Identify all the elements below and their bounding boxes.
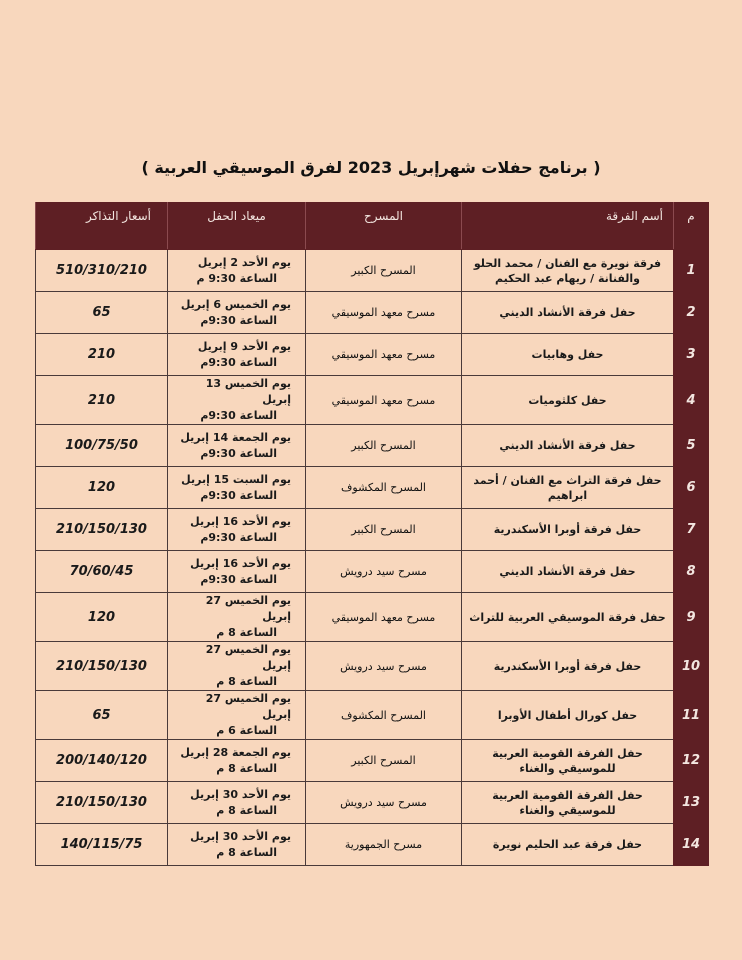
band-name: حفل الفرقة القومية العربية للموسيقي والغناء: [462, 740, 674, 782]
ticket-prices: 120: [36, 467, 168, 509]
table-body: [36, 250, 709, 866]
concert-day: يوم الجمعة 28 إبريل: [180, 745, 291, 759]
concert-time: الساعة 8 م: [216, 845, 277, 859]
row-number: 10: [674, 642, 709, 691]
concert-time: الساعة 8 م: [216, 761, 277, 775]
row-number: 12: [674, 740, 709, 782]
concert-date: [168, 782, 306, 824]
header-band: أسم الفرقة: [462, 203, 674, 250]
venue-name: المسرح الكبير: [306, 425, 462, 467]
concert-time: الساعة 9:30م: [200, 446, 277, 460]
concert-date: [168, 467, 306, 509]
band-name: حفل فرقة الأنشاد الديني: [462, 292, 674, 334]
ticket-prices: 200/140/120: [36, 740, 168, 782]
venue-name: مسرح معهد الموسيقي: [306, 376, 462, 425]
table-row: [36, 250, 709, 292]
venue-name: مسرح معهد الموسيقي: [306, 593, 462, 642]
band-name: حفل فرقة الموسيقي العربية للتراث: [462, 593, 674, 642]
row-number: 7: [674, 509, 709, 551]
venue-name: مسرح سيد درويش: [306, 782, 462, 824]
table-header: [36, 203, 709, 250]
venue-name: مسرح سيد درويش: [306, 551, 462, 593]
concert-day: يوم الأحد 30 إبريل: [190, 787, 291, 801]
concert-day: يوم الأحد 30 إبريل: [190, 829, 291, 843]
row-number: 2: [674, 292, 709, 334]
ticket-prices: 210/150/130: [36, 782, 168, 824]
venue-name: مسرح الجمهورية: [306, 824, 462, 866]
header-row: [36, 203, 709, 250]
concert-date: [168, 509, 306, 551]
table-row: [36, 642, 709, 691]
band-name: حفل فرقة الأنشاد الديني: [462, 425, 674, 467]
concert-time: الساعة 6 م: [216, 724, 277, 737]
concert-time: الساعة 9:30م: [200, 572, 277, 586]
concert-date: [168, 824, 306, 866]
ticket-prices: 210: [36, 334, 168, 376]
concert-time: الساعة 9:30م: [200, 313, 277, 327]
row-number: 14: [674, 824, 709, 866]
row-number: 13: [674, 782, 709, 824]
concert-date: [168, 376, 306, 425]
table-row: [36, 292, 709, 334]
concert-day: يوم الجمعة 14 إبريل: [180, 430, 291, 444]
table-row: [36, 376, 709, 425]
table-row: [36, 740, 709, 782]
table-row: [36, 467, 709, 509]
table-row: [36, 551, 709, 593]
venue-name: مسرح سيد درويش: [306, 642, 462, 691]
ticket-prices: 120: [36, 593, 168, 642]
concert-date: [168, 292, 306, 334]
concert-time: الساعة 9:30م: [200, 530, 277, 544]
concert-date: [168, 250, 306, 292]
concert-time: الساعة 8 م: [216, 675, 277, 688]
table-row: [36, 824, 709, 866]
venue-name: المسرح المكشوف: [306, 691, 462, 740]
band-name: حفل الفرقة القومية العربية للموسيقي والغناء: [462, 782, 674, 824]
ticket-prices: 210: [36, 376, 168, 425]
page-title: ( برنامج حفلات شهرإبريل 2023 لفرق الموسيقي العربية ): [141, 158, 601, 177]
concert-day: يوم الخميس 6 إبريل: [180, 297, 291, 311]
row-number: 8: [674, 551, 709, 593]
row-number: 4: [674, 376, 709, 425]
concert-time: الساعة 9:30م: [200, 409, 277, 422]
concert-date: [168, 551, 306, 593]
concert-time: الساعة 8 م: [216, 626, 277, 639]
concert-time: الساعة 9:30م: [200, 355, 277, 369]
concert-day: يوم الأحد 16 إبريل: [190, 514, 291, 528]
band-name: حفل كلثوميات: [462, 376, 674, 425]
row-number: 9: [674, 593, 709, 642]
concert-day: يوم الخميس 27 إبريل: [205, 643, 291, 672]
band-name: حفل وهابيات: [462, 334, 674, 376]
band-name: فرقة نويرة مع الفنان / محمد الحلو والفنانة / ريهام عبد الحكيم: [462, 250, 674, 292]
concert-time: الساعة 9:30 م: [196, 271, 277, 285]
concert-date: [168, 691, 306, 740]
venue-name: المسرح الكبير: [306, 740, 462, 782]
header-date: ميعاد الحفل: [168, 203, 306, 250]
concert-time: الساعة 8 م: [216, 803, 277, 817]
row-number: 6: [674, 467, 709, 509]
table-row: [36, 782, 709, 824]
venue-name: المسرح المكشوف: [306, 467, 462, 509]
concert-day: يوم الأحد 16 إبريل: [190, 556, 291, 570]
venue-name: المسرح الكبير: [306, 250, 462, 292]
venue-name: مسرح معهد الموسيقي: [306, 292, 462, 334]
venue-name: المسرح الكبير: [306, 509, 462, 551]
concert-date: [168, 425, 306, 467]
concert-date: [168, 740, 306, 782]
ticket-prices: 210/150/130: [36, 509, 168, 551]
band-name: حفل فرقة التراث مع الفنان / أحمد ابراهيم: [462, 467, 674, 509]
concert-day: يوم الأحد 2 إبريل: [197, 255, 291, 269]
concert-day: يوم الخميس 13 إبريل: [205, 377, 291, 406]
header-num: م: [674, 203, 709, 250]
venue-name: مسرح معهد الموسيقي: [306, 334, 462, 376]
table-row: [36, 425, 709, 467]
row-number: 11: [674, 691, 709, 740]
ticket-prices: 65: [36, 691, 168, 740]
concert-day: يوم السبت 15 إبريل: [181, 472, 291, 486]
table-row: [36, 691, 709, 740]
band-name: حفل فرقة أوبرا الأسكندرية: [462, 642, 674, 691]
header-price: أسعار التذاكر: [36, 203, 168, 250]
concert-day: يوم الخميس 27 إبريل: [205, 692, 291, 721]
table-row: [36, 509, 709, 551]
row-number: 3: [674, 334, 709, 376]
ticket-prices: 70/60/45: [36, 551, 168, 593]
ticket-prices: 100/75/50: [36, 425, 168, 467]
concert-schedule-table: [35, 202, 709, 866]
concert-date: [168, 593, 306, 642]
concert-date: [168, 334, 306, 376]
row-number: 1: [674, 250, 709, 292]
concert-day: يوم الأحد 9 إبريل: [197, 339, 291, 353]
concert-date: [168, 642, 306, 691]
band-name: حفل فرقة عبد الحليم نويرة: [462, 824, 674, 866]
band-name: حفل كورال أطفال الأوبرا: [462, 691, 674, 740]
band-name: حفل فرقة أوبرا الأسكندرية: [462, 509, 674, 551]
row-number: 5: [674, 425, 709, 467]
table-row: [36, 593, 709, 642]
band-name: حفل فرقة الأنشاد الديني: [462, 551, 674, 593]
ticket-prices: 510/310/210: [36, 250, 168, 292]
table-row: [36, 334, 709, 376]
ticket-prices: 210/150/130: [36, 642, 168, 691]
ticket-prices: 65: [36, 292, 168, 334]
concert-time: الساعة 9:30م: [200, 488, 277, 502]
header-venue: المسرح: [306, 203, 462, 250]
ticket-prices: 140/115/75: [36, 824, 168, 866]
concert-day: يوم الخميس 27 إبريل: [205, 594, 291, 623]
